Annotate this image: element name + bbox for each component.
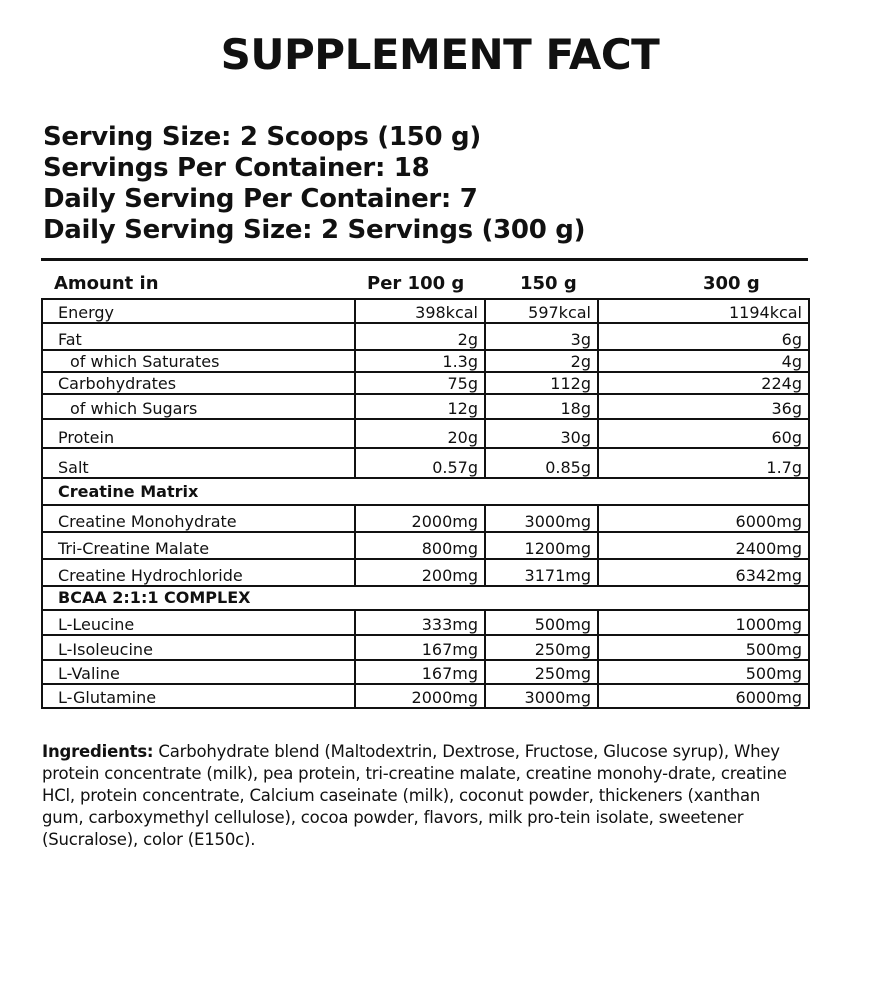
value-per-100g: 0.57g [355, 448, 485, 478]
table-row [42, 448, 809, 478]
daily-serving-per-container: Daily Serving Per Container: 7 [43, 184, 478, 214]
row-label: of which Sugars [42, 394, 355, 419]
value-per-100g: 200mg [355, 559, 485, 586]
ingredients [42, 741, 802, 851]
row-label: Energy [42, 299, 355, 323]
value-per-100g: 167mg [355, 635, 485, 660]
row-label: L-Glutamine [42, 684, 355, 708]
nutrition-table-body [42, 299, 809, 708]
value-300g: 36g [598, 394, 809, 419]
serving-size: Serving Size: 2 Scoops (150 g) [43, 122, 481, 152]
value-300g: 1000mg [598, 610, 809, 635]
header-150g: 150 g [520, 273, 577, 294]
nutrition-table [41, 298, 810, 709]
table-row [42, 684, 809, 708]
table-row [42, 505, 809, 532]
value-per-100g: 2000mg [355, 684, 485, 708]
table-row [42, 532, 809, 559]
row-label: Carbohydrates [42, 372, 355, 394]
value-150g: 0.85g [485, 448, 598, 478]
row-label: Creatine Hydrochloride [42, 559, 355, 586]
value-per-100g: 12g [355, 394, 485, 419]
value-150g: 30g [485, 419, 598, 448]
value-per-100g: 75g [355, 372, 485, 394]
value-per-100g: 800mg [355, 532, 485, 559]
header-amount-in: Amount in [54, 273, 159, 294]
row-label: L-Leucine [42, 610, 355, 635]
table-row [42, 394, 809, 419]
table-row [42, 559, 809, 586]
value-per-100g: 398kcal [355, 299, 485, 323]
row-label: Creatine Monohydrate [42, 505, 355, 532]
value-150g: 3g [485, 323, 598, 350]
value-150g: 3000mg [485, 684, 598, 708]
table-row [42, 372, 809, 394]
value-150g: 3000mg [485, 505, 598, 532]
row-label: L-Isoleucine [42, 635, 355, 660]
table-row [42, 323, 809, 350]
value-per-100g: 2000mg [355, 505, 485, 532]
table-row [42, 419, 809, 448]
value-150g: 112g [485, 372, 598, 394]
table-row [42, 299, 809, 323]
table-row [42, 350, 809, 372]
value-150g: 2g [485, 350, 598, 372]
ingredients-text: Carbohydrate blend (Maltodextrin, Dextrose, Fructose, Glucose syrup), Whey protein concentrate (milk), pea protein, tri-creatine malate, creatine monohy-drate, creatine HCl, protein concentrate, Calcium caseinate (milk), coconut powder, thickeners (xanthan gum, carboxymethyl cellulose), cocoa powder, flavors, milk pro-tein isolate, sweetener (Sucralose), color (E150c). [42, 742, 787, 849]
value-per-100g: 20g [355, 419, 485, 448]
value-per-100g: 1.3g [355, 350, 485, 372]
value-300g: 224g [598, 372, 809, 394]
value-300g: 6000mg [598, 505, 809, 532]
serving-info [43, 122, 585, 246]
value-300g: 500mg [598, 660, 809, 684]
table-row [42, 610, 809, 635]
section-bcaa-complex-label: BCAA 2:1:1 COMPLEX [42, 586, 809, 610]
value-per-100g: 333mg [355, 610, 485, 635]
row-label: Fat [42, 323, 355, 350]
page-title: SUPPLEMENT FACT [220, 30, 660, 79]
header-divider [41, 258, 808, 261]
servings-per-container: Servings Per Container: 18 [43, 153, 430, 183]
header-300g: 300 g [703, 273, 760, 294]
section-creatine-matrix [42, 478, 809, 505]
row-label: of which Saturates [42, 350, 355, 372]
value-150g: 3171mg [485, 559, 598, 586]
value-300g: 500mg [598, 635, 809, 660]
value-300g: 1.7g [598, 448, 809, 478]
value-300g: 6g [598, 323, 809, 350]
row-label: Tri-Creatine Malate [42, 532, 355, 559]
table-row [42, 660, 809, 684]
header-per-100g: Per 100 g [367, 273, 465, 294]
daily-serving-size: Daily Serving Size: 2 Servings (300 g) [43, 215, 586, 245]
value-300g: 6342mg [598, 559, 809, 586]
value-150g: 597kcal [485, 299, 598, 323]
value-150g: 250mg [485, 660, 598, 684]
value-150g: 500mg [485, 610, 598, 635]
value-per-100g: 167mg [355, 660, 485, 684]
row-label: L-Valine [42, 660, 355, 684]
value-per-100g: 2g [355, 323, 485, 350]
value-150g: 18g [485, 394, 598, 419]
value-300g: 60g [598, 419, 809, 448]
row-label: Salt [42, 448, 355, 478]
value-150g: 250mg [485, 635, 598, 660]
ingredients-label: Ingredients: [42, 742, 154, 761]
row-label: Protein [42, 419, 355, 448]
table-row [42, 635, 809, 660]
value-300g: 2400mg [598, 532, 809, 559]
value-300g: 4g [598, 350, 809, 372]
value-300g: 1194kcal [598, 299, 809, 323]
section-creatine-matrix-label: Creatine Matrix [42, 478, 809, 505]
value-150g: 1200mg [485, 532, 598, 559]
section-bcaa-complex [42, 586, 809, 610]
value-300g: 6000mg [598, 684, 809, 708]
